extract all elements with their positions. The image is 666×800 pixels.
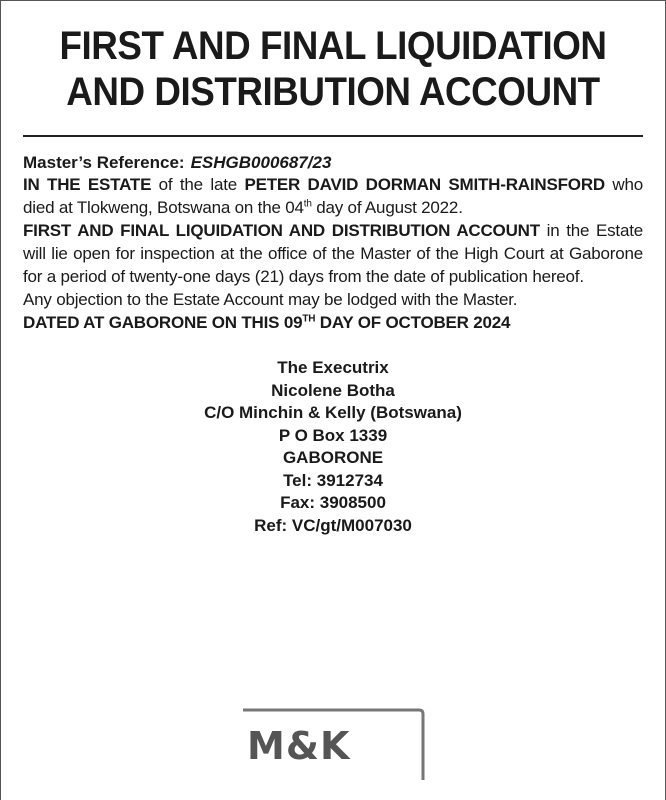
masters-reference: [23, 153, 643, 173]
dated-text-1: DATED AT GABORONE ON THIS 09: [23, 313, 303, 332]
estate-text-1: of the late: [151, 175, 245, 194]
signoff-line-7: Fax: 3908500: [280, 493, 386, 512]
dated-line: [23, 311, 643, 334]
estate-paragraph: [23, 173, 643, 219]
signoff-line-8: Ref: VC/gt/M007030: [254, 515, 412, 535]
signoff-line-3: C/O Minchin & Kelly (Botswana): [204, 403, 462, 422]
signoff-line-4: P O Box 1339: [278, 425, 388, 445]
signoff-block: [23, 357, 643, 537]
estate-text-3: day of August 2022.: [311, 198, 463, 217]
dated-text-2: DAY OF OCTOBER 2024: [315, 313, 511, 332]
signoff-line-5: GABORONE: [282, 448, 384, 467]
title-line-2: AND DISTRIBUTION ACCOUNT: [66, 70, 600, 114]
mk-logo: [233, 706, 433, 786]
dated-day-suffix: TH: [302, 313, 316, 325]
signoff-line-2: Nicolene Botha: [271, 380, 395, 400]
title-rule: [23, 135, 643, 137]
masters-reference-label: Master’s Reference:: [23, 153, 185, 172]
notice-title: [48, 1, 618, 115]
estate-lead: IN THE ESTATE: [23, 175, 152, 194]
logo-text: M&K: [247, 724, 351, 768]
deceased-name: PETER DAVID DORMAN SMITH-RAINSFORD: [244, 175, 605, 194]
account-lead: FIRST AND FINAL LIQUIDATION AND DISTRIBUTION ACCOUNT: [23, 221, 540, 240]
signoff-line-6: Tel: 3912734: [283, 470, 383, 490]
masters-reference-value: ESHGB000687/23: [190, 153, 332, 172]
account-paragraph: [23, 219, 643, 288]
estate-text-2: who died at Tlokweng, Botswana on the 04: [23, 175, 643, 217]
objection-paragraph: Any objection to the Estate Account may be lodged with the Master.: [23, 290, 518, 309]
title-line-1: FIRST AND FINAL LIQUIDATION: [59, 24, 607, 68]
estate-day-suffix: th: [303, 198, 312, 210]
signoff-line-1: The Executrix: [277, 358, 389, 377]
account-text: in the Estate will lie open for inspection at the office of the Master of the High Court at Gaborone for a period of twenty-one days (21) days from the date of publication hereof.: [23, 221, 643, 286]
